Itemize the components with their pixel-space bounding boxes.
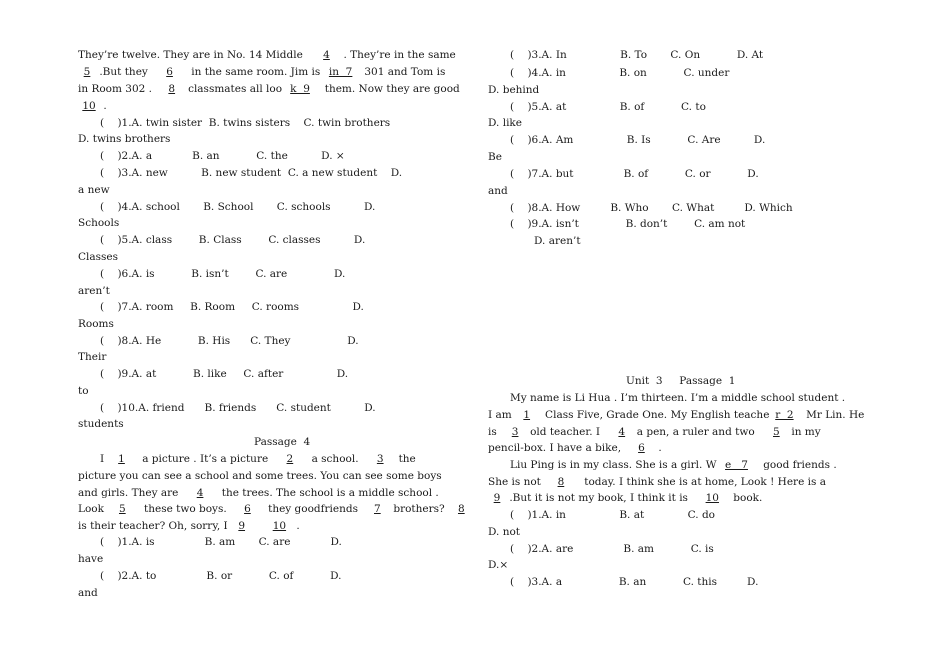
passage-4-line-2: picture you can see a school and some trees. You can see some boys [78, 470, 442, 482]
question-line: D. not [488, 526, 521, 538]
question-line: ( )7.A. room B. Room C. rooms D. [100, 301, 364, 313]
question-line: ( )10.A. friend B. friends C. student D. [100, 402, 376, 414]
blank-1: 1 [523, 409, 531, 421]
blank-6: 6 [638, 442, 645, 454]
question-line: to [78, 385, 89, 397]
question-line: ( )5.A. at B. of C. to [510, 101, 706, 113]
question-line: ( )3.A. a B. an C. this D. [510, 576, 759, 588]
blank-5: 5 [773, 426, 780, 438]
blank-9: k 9 [290, 83, 310, 95]
blank-5: 5 [83, 66, 91, 78]
question-line: ( )9.A. isn’t B. don’t C. am not [510, 218, 746, 230]
blank-9: 9 [493, 492, 501, 504]
question-line: a new [78, 184, 110, 196]
question-line: Their [78, 351, 107, 363]
question-line: Rooms [78, 318, 114, 330]
blank-9: 9 [238, 520, 246, 532]
blank-7: 7 [374, 503, 381, 515]
passage-3-line-2: 5 .But they 6 in the same room. Jim is in 7 301 and Tom is [78, 65, 445, 80]
question-line: Schools [78, 217, 120, 229]
blank-6: 6 [244, 503, 251, 515]
blank-8: 8 [457, 503, 465, 515]
question-line: ( )1.A. is B. am C. are D. [100, 536, 342, 548]
question-line: ( )8.A. He B. His C. They D. [100, 335, 359, 347]
question-line: ( )7.A. but B. of C. or D. [510, 168, 759, 180]
passage-4-line-4: Look 5 these two boys. 6 they goodfriends 7 brothers? 8 [78, 502, 471, 517]
blank-3: 3 [376, 453, 384, 465]
unit-3-passage-1-title: Unit 3 Passage 1 [626, 375, 736, 387]
question-line: and [488, 185, 508, 197]
unit-3-line-3: is 3 old teacher. I 4 a pen, a ruler and two 5 in my [488, 426, 821, 438]
passage-3-line-3: in Room 302 . 8 classmates all loo k 9 them. Now they are good [78, 83, 460, 95]
question-line: D.× [488, 559, 509, 571]
blank-8: 8 [168, 83, 176, 95]
blank-2: r 2 [775, 409, 794, 421]
question-line: D. aren’t [534, 235, 581, 247]
question-line: Classes [78, 251, 119, 263]
blank-4: 4 [196, 487, 204, 499]
question-line: Be [488, 151, 502, 163]
question-line: ( )6.A. Am B. Is C. Are D. [510, 134, 766, 146]
question-line: ( )3.A. In B. To C. On D. At [510, 49, 764, 61]
question-line: students [78, 418, 124, 430]
question-line: aren’t [78, 285, 110, 297]
passage-4-line-1: I 1 a picture . It’s a picture 2 a school. 3 the [100, 453, 416, 465]
question-line: ( )2.A. are B. am C. is [510, 543, 714, 555]
question-line: D. behind [488, 84, 540, 96]
blank-10: 10 [705, 492, 719, 504]
passage-3-line-1: They’re twelve. They are in No. 14 Middle 4 . They’re in the same [78, 49, 456, 61]
question-line: ( )4.A. in B. on C. under [510, 67, 730, 79]
question-line: ( )3.A. new B. new student C. a new student D. [100, 167, 403, 179]
blank-1: 1 [118, 453, 125, 465]
unit-3-line-7: 9 .But it is not my book, I think it is 10 book. [488, 491, 762, 506]
blank-10: 10 [82, 100, 96, 112]
question-line: ( )2.A. to B. or C. of D. [100, 570, 342, 582]
blank-4: 4 [323, 49, 330, 61]
blank-5: 5 [118, 503, 126, 515]
blank-3: 3 [511, 426, 519, 438]
question-line: ( )9.A. at B. like C. after D. [100, 368, 349, 380]
question-line: D. twins brothers [78, 133, 171, 145]
passage-3-line-4: 10 . [78, 99, 107, 114]
question-line: D. like [488, 117, 523, 129]
passage-4-title: Passage 4 [254, 436, 311, 448]
question-line: ( )8.A. How B. Who C. What D. Which [510, 202, 793, 214]
unit-3-line-4: pencil-box. I have a bike, 6 . [488, 442, 662, 454]
question-line: ( )4.A. school B. School C. schools D. [100, 201, 376, 213]
unit-3-line-5: Liu Ping is in my class. She is a girl. W e 7 good friends . [510, 459, 837, 471]
question-line: ( )6.A. is B. isn’t C. are D. [100, 268, 346, 280]
blank-10: 10 [272, 520, 287, 532]
blank-4: 4 [618, 426, 626, 438]
blank-6: 6 [166, 66, 173, 78]
passage-4-line-5: is their teacher? Oh, sorry, I 9 10 . [78, 520, 300, 532]
question-line: ( )1.A. twin sister B. twins sisters C. twin brothers [100, 117, 391, 129]
question-line: ( )5.A. class B. Class C. classes D. [100, 234, 366, 246]
blank-7: e 7 [725, 459, 748, 471]
question-line: and [78, 587, 98, 599]
unit-3-line-6: She is not 8 today. I think she is at home, Look ! Here is a [488, 476, 826, 488]
blank-7: in 7 [328, 66, 353, 78]
passage-4-line-3: and girls. They are 4 the trees. The school is a middle school . [78, 487, 439, 499]
question-line: ( )2.A. a B. an C. the D. × [100, 150, 345, 162]
question-line: ( )1.A. in B. at C. do [510, 509, 715, 521]
blank-2: 2 [286, 453, 294, 465]
unit-3-line-1: My name is Li Hua . I’m thirteen. I’m a middle school student . [510, 392, 846, 404]
unit-3-line-2: I am 1 Class Five, Grade One. My English teache r 2 Mr Lin. He [488, 409, 865, 421]
blank-8: 8 [557, 476, 565, 488]
question-line: have [78, 553, 104, 565]
